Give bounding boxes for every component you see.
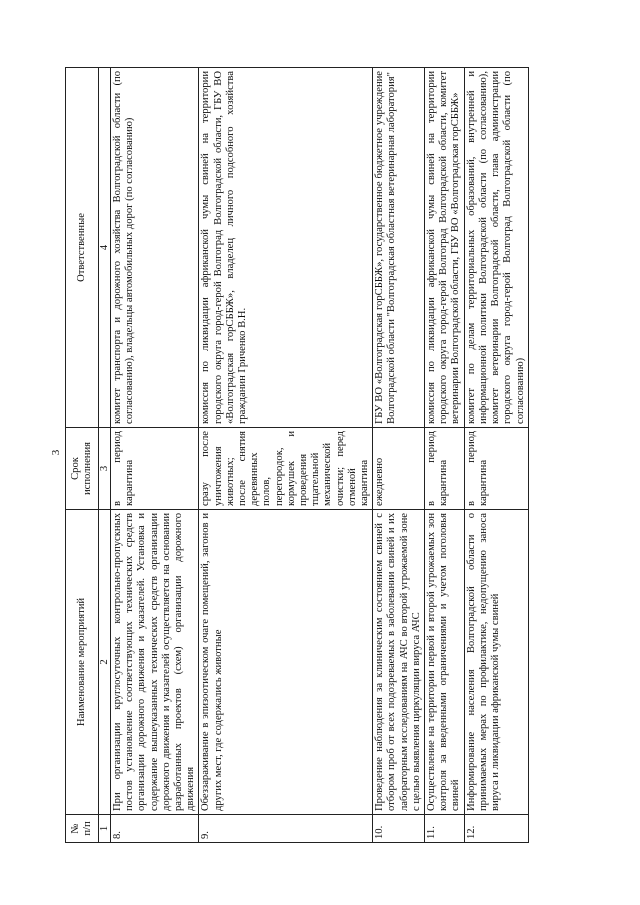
deadline: в период карантина bbox=[464, 428, 528, 510]
table-row bbox=[425, 68, 465, 843]
responsible: комитет транспорта и дорожного хозяйства Волгоградской области (по согласованию), владельцы автомобильных дорог (по согласованию) bbox=[111, 68, 199, 428]
table-header-row bbox=[66, 68, 99, 843]
column-number: 4 bbox=[99, 68, 111, 428]
table-row bbox=[199, 68, 373, 843]
deadline: в период карантина bbox=[111, 428, 199, 510]
table-row bbox=[111, 68, 199, 843]
responsible: комиссия по ликвидации африканской чумы свиней на территории городского округа город-герой Волгоград Волгоградской области, ГБУ ВО «Волгоградская горСББЖ», владелец личного подсобного хозяйства гражданин Гриченко В.Н. bbox=[199, 68, 373, 428]
responsible: комитет по делам территориальных образований, внутренней и информационной политики Волгоградской области (по согласованию), комитет ветеринарии Волгоградской области, глава администрации городского округа город-герой Волгоград Волгоградской области (по согласованию) bbox=[464, 68, 528, 428]
column-number: 1 bbox=[99, 815, 111, 843]
deadline: в период карантина bbox=[425, 428, 465, 510]
deadline: ежедневно bbox=[373, 428, 425, 510]
measure-name: Осуществление на территории первой и второй угрожаемых зон контроля за введенными ограничениями и учетом поголовья свиней bbox=[425, 510, 465, 815]
column-number: 3 bbox=[99, 428, 111, 510]
row-number: 9. bbox=[199, 815, 373, 843]
header-responsible: Ответственные bbox=[66, 68, 99, 428]
table-row bbox=[464, 68, 528, 843]
row-number: 12. bbox=[464, 815, 528, 843]
header-deadline: Срок исполнения bbox=[66, 428, 99, 510]
responsible: ГБУ ВО «Волгоградская горСББЖ», государственное бюджетное учреждение Волгоградской области "Волгоградская областная ветеринарная лаборатория" bbox=[373, 68, 425, 428]
measure-name: Информирование населения Волгоградской области о принимаемых мерах по профилактике, недопущению заноса вируса и ликвидации африканской чумы свиней bbox=[464, 510, 528, 815]
row-number: 8. bbox=[111, 815, 199, 843]
header-measure-name: Наименование мероприятий bbox=[66, 510, 99, 815]
row-number: 11. bbox=[425, 815, 465, 843]
page-number: 3 bbox=[50, 449, 62, 456]
column-number-row bbox=[99, 68, 111, 843]
deadline: сразу после уничтожения животных; после снятия деревянных полов, перегородок, кормушек и проведения тщательной механической очистки; перед отменой карантина bbox=[199, 428, 373, 510]
measure-name: Проведение наблюдения за клиническим состоянием свиней с отбором проб от всех подозреваемых в заболевании свиней и их лабораторным исследованиям на АЧС во второй угрожаемой зоне с целью выявления циркуляции вируса АЧС bbox=[373, 510, 425, 815]
header-number: № п/п bbox=[66, 815, 99, 843]
measures-table bbox=[65, 67, 529, 843]
row-number: 10. bbox=[373, 815, 425, 843]
measure-name: Обеззараживание в эпизоотическом очаге помещений, загонов и других мест, где содержались животные bbox=[199, 510, 373, 815]
table-row bbox=[373, 68, 425, 843]
column-number: 2 bbox=[99, 510, 111, 815]
responsible: комиссия по ликвидации африканской чумы свиней на территории городского округа город-герой Волгоград Волгоградской области, комитет ветеринарии Волгоградской области, ГБУ ВО «Волгоградская горСББЖ» bbox=[425, 68, 465, 428]
measure-name: При организации круглосуточных контрольно-пропускных постов установление соответствующих технических средств организации дорожного движения и указателей. Установка и содержание вышеуказанных технических средств организации дорожного движения и указателей осуществляется на основании разработанных проектов (схем) организации дорожного движения bbox=[111, 510, 199, 815]
